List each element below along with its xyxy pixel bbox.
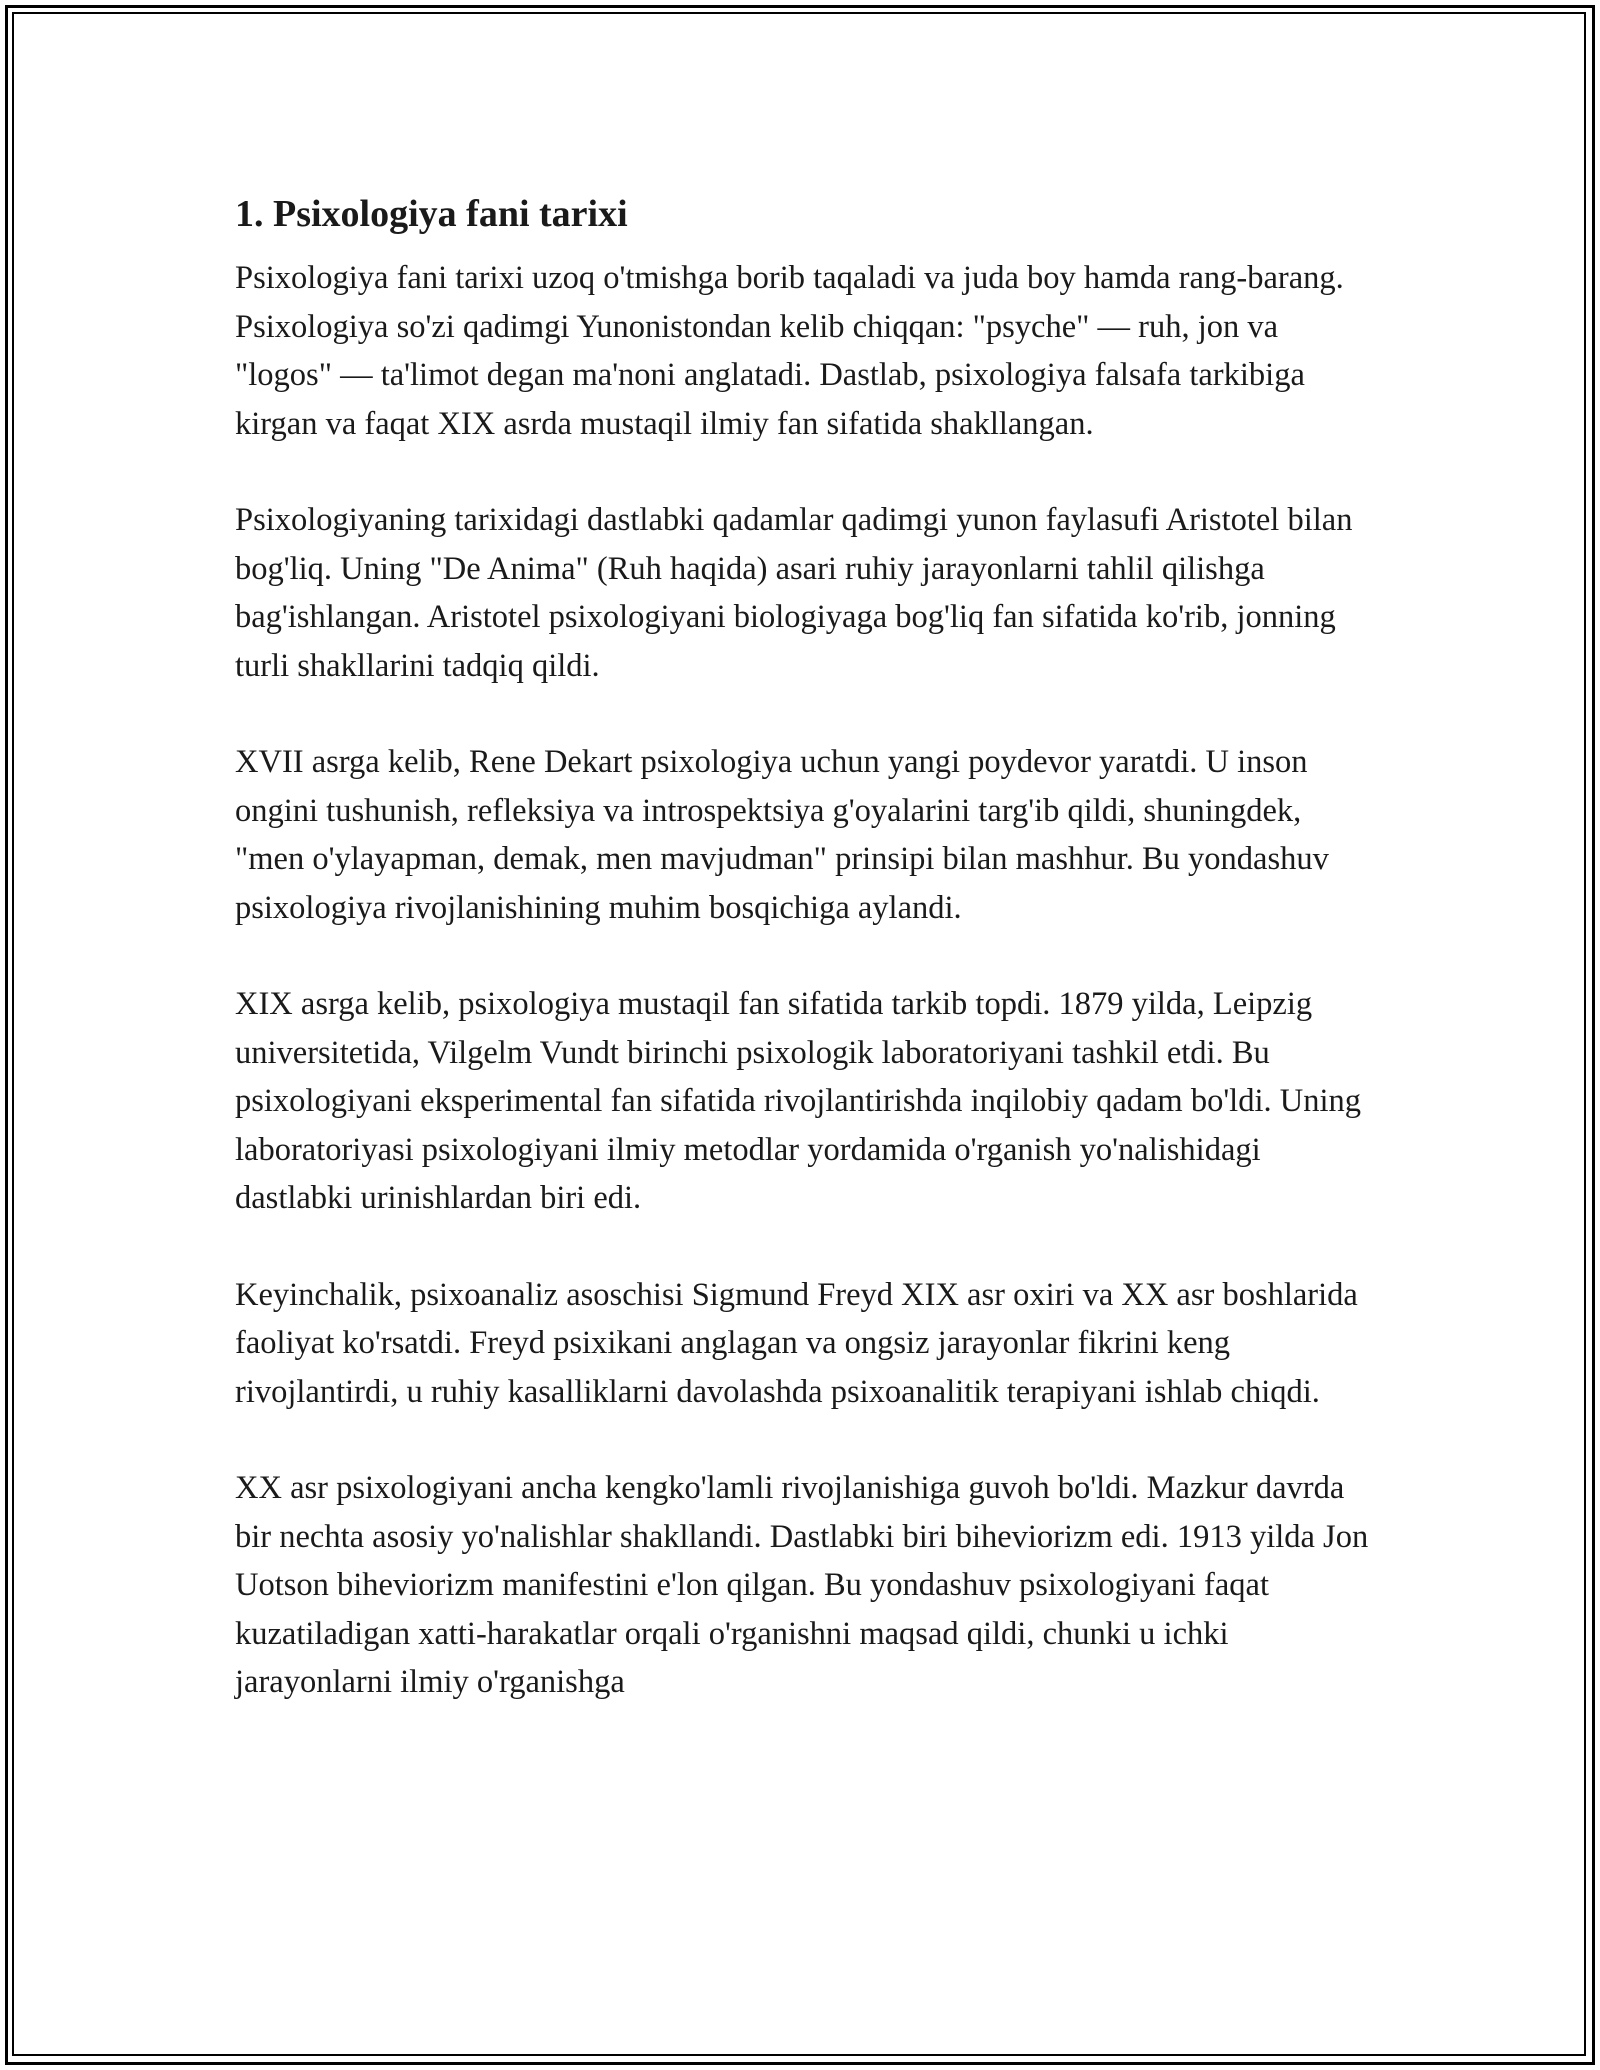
paragraph-aristotle: Psixologiyaning tarixidagi dastlabki qadamlar qadimgi yunon faylasufi Aristotel bilan bog'liq. Uning "De Anima" (Ruh haqida) asari ruhiy jarayonlarni tahlil qilishga bag'ishlangan. Aristotel psixologiyani biologiyaga bog'liq fan sifatida ko'rib, jonning turli shakllarini tadqiq qildi. xyxy=(235,502,1353,684)
paragraph-descartes: XVII asrga kelib, Rene Dekart psixologiya uchun yangi poydevor yaratdi. U inson ongini tushunish, refleksiya va introspektsiya g'oyalarini targ'ib qildi, shuningdek, "men o'ylayapman, demak, men mavjudman" prinsipi bilan mashhur. Bu yondashuv psixologiya rivojlanishining muhim bosqichiga aylandi. xyxy=(235,744,1329,926)
paragraph-etymology: Psixologiya fani tarixi uzoq o'tmishga borib taqaladi va juda boy hamda rang-barang. Psixologiya so'zi qadimgi Yunonistondan kelib chiqqan: "psyche" — ruh, jon va "logos" — ta'limot degan ma'noni anglatadi. Dastlab, psixologiya falsafa tarkibiga kirgan va faqat XIX asrda mustaqil ilmiy fan sifatida shakllangan. xyxy=(235,260,1344,442)
section-title: 1. Psixologiya fani tarixi xyxy=(235,193,628,235)
paragraph-wundt: XIX asrga kelib, psixologiya mustaqil fan sifatida tarkib topdi. 1879 yilda, Leipzig universitetida, Vilgelm Vundt birinchi psixologik laboratoriyani tashkil etdi. Bu psixologiyani eksperimental fan sifatida rivojlantirishda inqilobiy qadam bo'ldi. Uning laboratoriyasi psixologiyani ilmiy metodlar yordamida o'rganish yo'nalishidagi dastlabki urinishlardan biri edi. xyxy=(235,986,1361,1216)
document-body xyxy=(235,186,1375,1755)
paragraph-behaviorism: XX asr psixologiyani ancha kengko'lamli rivojlanishiga guvoh bo'ldi. Mazkur davrda bir nechta asosiy yo'nalishlar shakllandi. Dastlabki biri biheviorizm edi. 1913 yilda Jon Uotson biheviorizm manifestini e'lon qilgan. Bu yondashuv psixologiyani faqat kuzatiladigan xatti-harakatlar orqali o'rganishni maqsad qildi, chunki u ichki jarayonlarni ilmiy o'rganishga xyxy=(235,1470,1369,1700)
paragraph-freud: Keyinchalik, psixoanaliz asoschisi Sigmund Freyd XIX asr oxiri va XX asr boshlarida faoliyat ko'rsatdi. Freyd psixikani anglagan va ongsiz jarayonlar fikrini keng rivojlantirdi, u ruhiy kasalliklarni davolashda psixoanalitik terapiyani ishlab chiqdi. xyxy=(235,1276,1358,1410)
